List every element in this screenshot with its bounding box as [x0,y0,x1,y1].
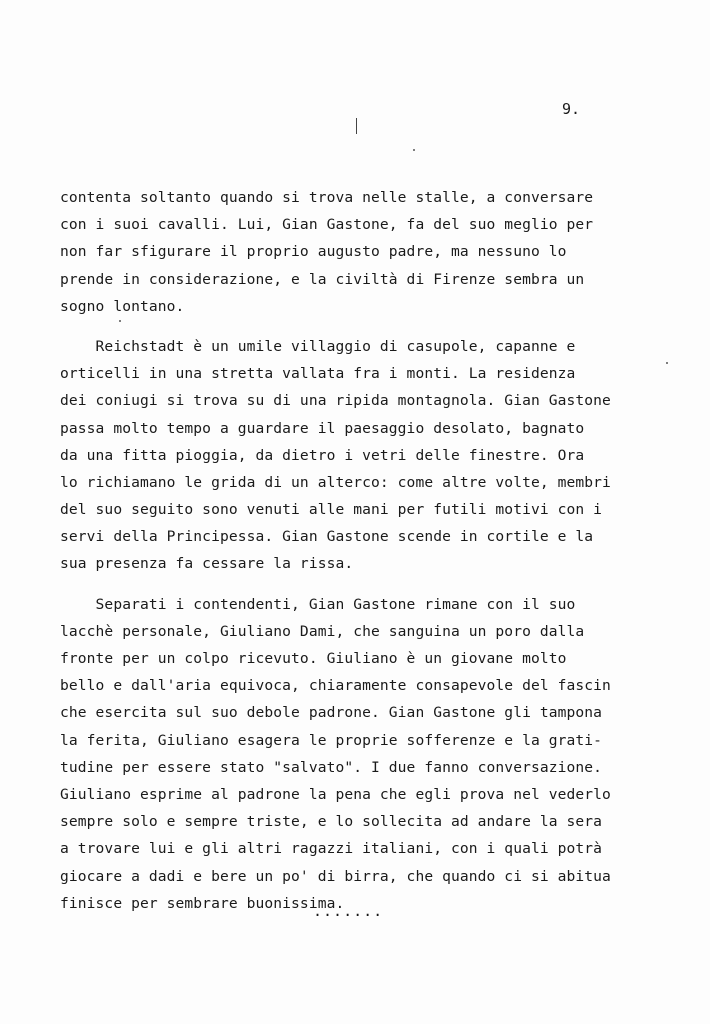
page-number: 9. [562,100,581,118]
text-line: giocare a dadi e bere un po' di birra, che quando ci si abitua [60,867,611,885]
text-line: sempre solo e sempre triste, e lo sollecita ad andare la sera [60,813,603,831]
stray-ink-dot [666,362,668,364]
text-line: lacchè personale, Giuliano Dami, che sanguina un poro dalla [60,622,585,640]
text-line: Reichstadt è un umile villaggio di casupole, capanne e [60,337,576,355]
text-line: passa molto tempo a guardare il paesaggio desolato, bagnato [60,419,585,437]
section-end-marker: ....... [313,902,384,920]
text-line: Separati i contendenti, Gian Gastone rimane con il suo [60,595,576,613]
text-line: a trovare lui e gli altri ragazzi italiani, con i quali potrà [60,840,603,858]
paragraph-1 [60,184,660,320]
text-line: lo richiamano le grida di un alterco: come altre volte, membri [60,473,611,491]
stray-ink-dot [413,149,415,151]
text-line: dei coniugi si trova su di una ripida montagnola. Gian Gastone [60,392,611,410]
text-line: finisce per sembrare buonissima. [60,894,345,912]
text-line: sogno lontano. [60,297,185,315]
text-line: del suo seguito sono venuti alle mani per futili motivi con i [60,501,603,519]
text-line: da una fitta pioggia, da dietro i vetri delle finestre. Ora [60,446,585,464]
text-line: prende in considerazione, e la civiltà di Firenze sembra un [60,270,585,288]
text-line: bello e dall'aria equivoca, chiaramente consapevole del fascin [60,677,611,695]
margin-tick-mark [356,118,357,134]
body-text [60,184,660,917]
paragraph-2 [60,333,660,578]
text-line: contenta soltanto quando si trova nelle stalle, a conversare [60,189,594,206]
paragraph-3 [60,591,660,917]
text-line: tudine per essere stato "salvato". I due fanno conversazione. [60,758,603,776]
text-line: orticelli in una stretta vallata fra i monti. La residenza [60,365,576,383]
text-line: che esercita sul suo debole padrone. Gian Gastone gli tampona [60,704,603,722]
text-line: con i suoi cavalli. Lui, Gian Gastone, fa del suo meglio per [60,216,594,234]
text-line: servi della Principessa. Gian Gastone scende in cortile e la [60,528,594,546]
text-line: sua presenza fa cessare la rissa. [60,555,354,573]
text-line: non far sfigurare il proprio augusto padre, ma nessuno lo [60,243,567,261]
text-line: la ferita, Giuliano esagera le proprie sofferenze e la grati- [60,731,603,749]
text-line: Giuliano esprime al padrone la pena che egli prova nel vederlo [60,785,611,803]
text-line: fronte per un colpo ricevuto. Giuliano è un giovane molto [60,650,567,667]
